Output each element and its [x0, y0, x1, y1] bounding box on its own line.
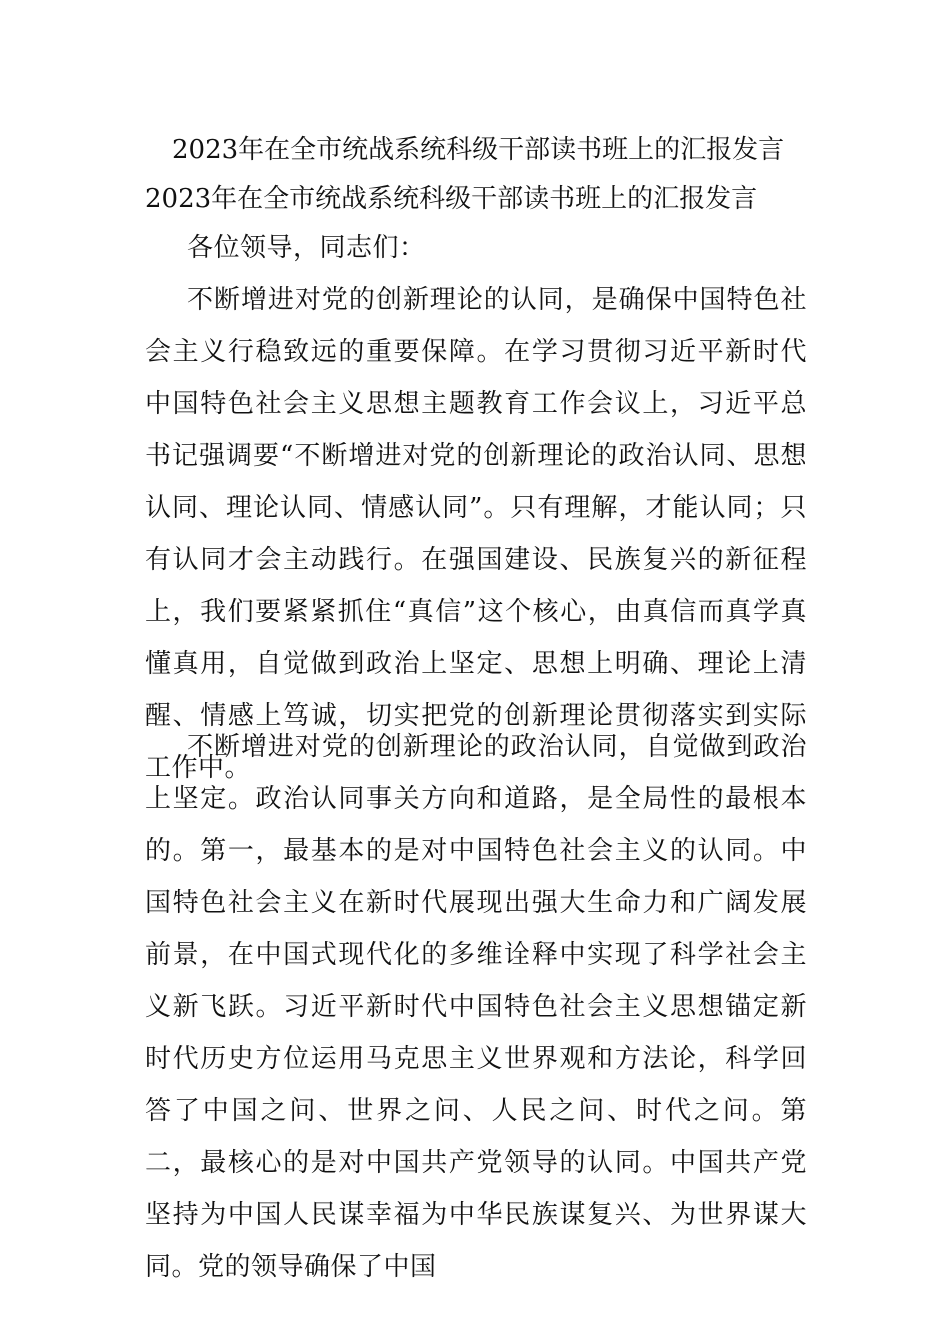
greeting: 各位领导，同志们：	[187, 233, 426, 263]
paragraph-2: 不断增进对党的创新理论的政治认同，自觉做到政治上坚定。政治认同事关方向和道路，是全局性的最根本的。第一，最基本的是对中国特色社会主义的认同。中国特色社会主义在新时代展现出强大生命力和广阔发展前景，在中国式现代化的多维诠释中实现了科学社会主义新飞跃。习近平新时代中国特色社会主义思想锚定新时代历史方位运用马克思主义世界观和方法论，科学回答了中国之问、世界之问、人民之问、时代之问。第二，最核心的是对中国共产党领导的认同。中国共产党坚持为中国人民谋幸福为中华民族谋复兴、为世界谋大同。党的领导确保了中国	[145, 732, 807, 1282]
paragraph-1: 不断增进对党的创新理论的认同，是确保中国特色社会主义行稳致远的重要保障。在学习贯彻习近平新时代中国特色社会主义思想主题教育工作会议上，习近平总书记强调要“不断增进对党的创新理论的政治认同、思想认同、理论认同、情感认同”。只有理解，才能认同；只有认同才会主动践行。在强国建设、民族复兴的新征程上，我们要紧紧抓住“真信”这个核心，由真信而真学真懂真用，自觉做到政治上坚定、思想上明确、理论上清醒、情感上笃诚，切实把党的创新理论贯彻落实到实际工作中。	[145, 285, 807, 783]
document-title-line-1: 2023年在全市统战系统科级干部读书班上的汇报发言	[172, 135, 785, 165]
document-title-line-2: 2023年在全市统战系统科级干部读书班上的汇报发言	[145, 184, 758, 214]
